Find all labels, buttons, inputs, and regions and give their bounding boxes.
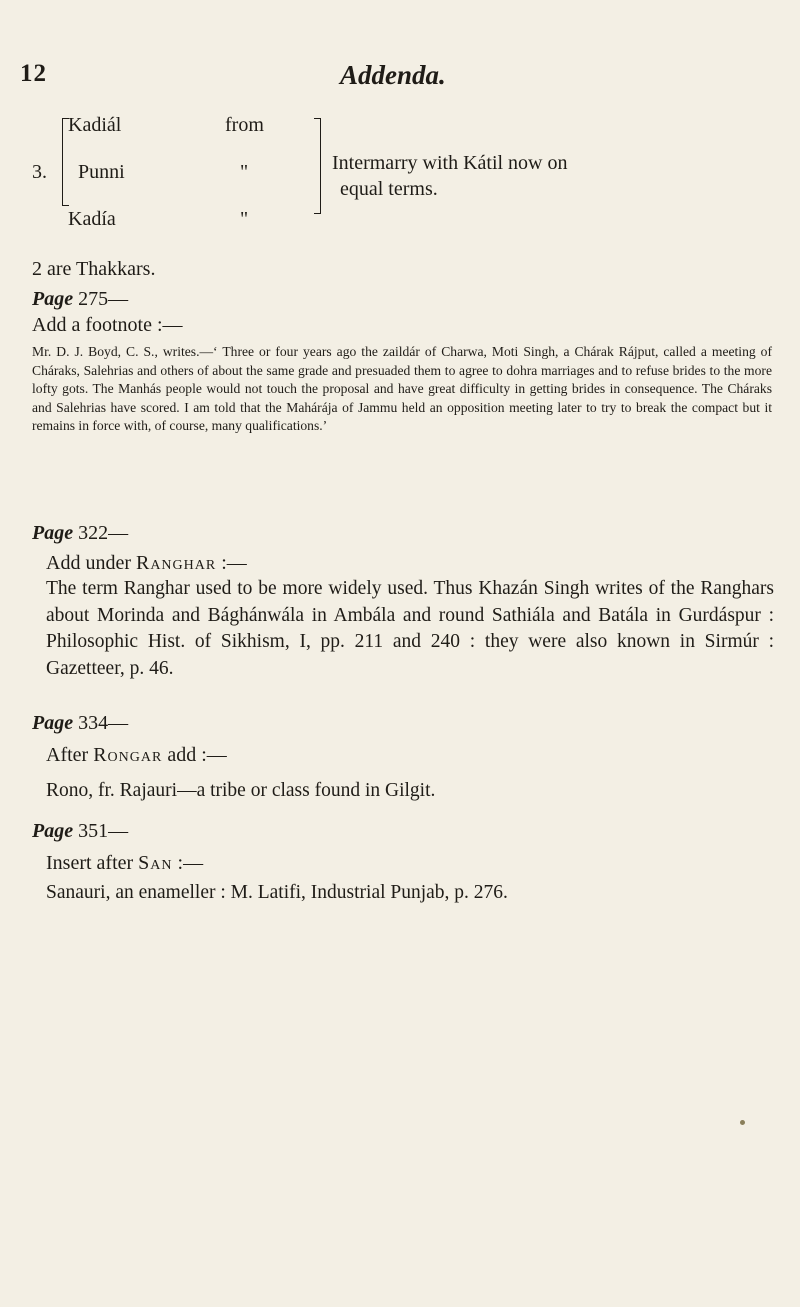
entry-heading — [32, 820, 128, 843]
entry-label: Page — [32, 712, 74, 734]
instruction-suffix: :— — [177, 852, 204, 874]
instruction-term: San — [138, 852, 173, 874]
instruction-term: Ranghar — [135, 552, 217, 574]
entry-heading — [32, 288, 128, 311]
footnote-text: Mr. D. J. Boyd, C. S., writes.—‘ Three or four years ago the zaildár of Charwa, Moti Singh, a Chárak Rájput, called a meeting of Cháraks, Salehrias and others of about the same grade and presuaded them to agree to dohra marriages and to refuse brides to the more lofty gots. The Manhás people would not touch the proposal and have great difficulty in getting brides in consequence. The Cháraks and Salehrias have scored. I am told that the Mahárája of Jammu held an opposition meeting later to try to break the compact but it remains in force with, of course, many qualifications.’ — [32, 344, 772, 433]
instruction-prefix: Insert after — [46, 852, 134, 874]
table-row-ditto: " — [240, 161, 249, 183]
instruction-term: Rongar — [93, 744, 163, 766]
entry-page: 351— — [78, 820, 129, 842]
entry-instruction — [46, 552, 247, 575]
entry-page: 275— — [78, 288, 129, 310]
table-row-name: Punni — [78, 161, 125, 183]
table-row-ditto: " — [240, 208, 249, 230]
entry-label: Page — [32, 522, 74, 544]
running-title: Addenda. — [340, 60, 446, 90]
table-row-name: Kadiál — [68, 114, 122, 136]
page-number: 12 — [20, 60, 47, 87]
right-brace — [312, 118, 321, 214]
thakkars-note: 2 are Thakkars. — [32, 258, 156, 280]
instruction-prefix: Add under — [46, 552, 131, 574]
entry-paragraph: The term Ranghar used to be more widely used. Thus Khazán Singh writes of the Ranghars about Morinda and Bághánwála in Ambála and round Sathiála and Batála in Gurdáspur : Philosophic Hist. of Sikhism, I, pp. 211 and 240 : they were also known in Sirmúr : Gazetteer, p. 46. — [46, 578, 774, 679]
entry-label: Page — [32, 820, 74, 842]
table-row-from: from — [225, 114, 264, 136]
entry-instruction — [46, 744, 227, 767]
table-number: 3. — [32, 161, 47, 183]
entry-instruction: Add a footnote :— — [32, 314, 183, 336]
ink-speck — [740, 1120, 745, 1125]
entry-page: 334— — [78, 712, 129, 734]
table-row-name: Kadía — [68, 208, 116, 230]
entry-paragraph: Sanauri, an enameller : M. Latifi, Industrial Punjab, p. 276. — [46, 882, 508, 903]
entry-heading — [32, 522, 128, 545]
entry-paragraph: Rono, fr. Rajauri—a tribe or class found in Gilgit. — [46, 780, 436, 801]
entry-instruction — [46, 852, 203, 875]
bracket-note-line2: equal terms. — [340, 178, 438, 200]
entry-heading — [32, 712, 128, 735]
kinship-table — [20, 112, 780, 262]
instruction-suffix: add :— — [167, 744, 227, 766]
entry-label: Page — [32, 288, 74, 310]
bracket-note-line1: Intermarry with Kátil now on — [332, 152, 568, 174]
entry-page: 322— — [78, 522, 129, 544]
instruction-suffix: :— — [221, 552, 247, 574]
instruction-prefix: After — [46, 744, 89, 766]
